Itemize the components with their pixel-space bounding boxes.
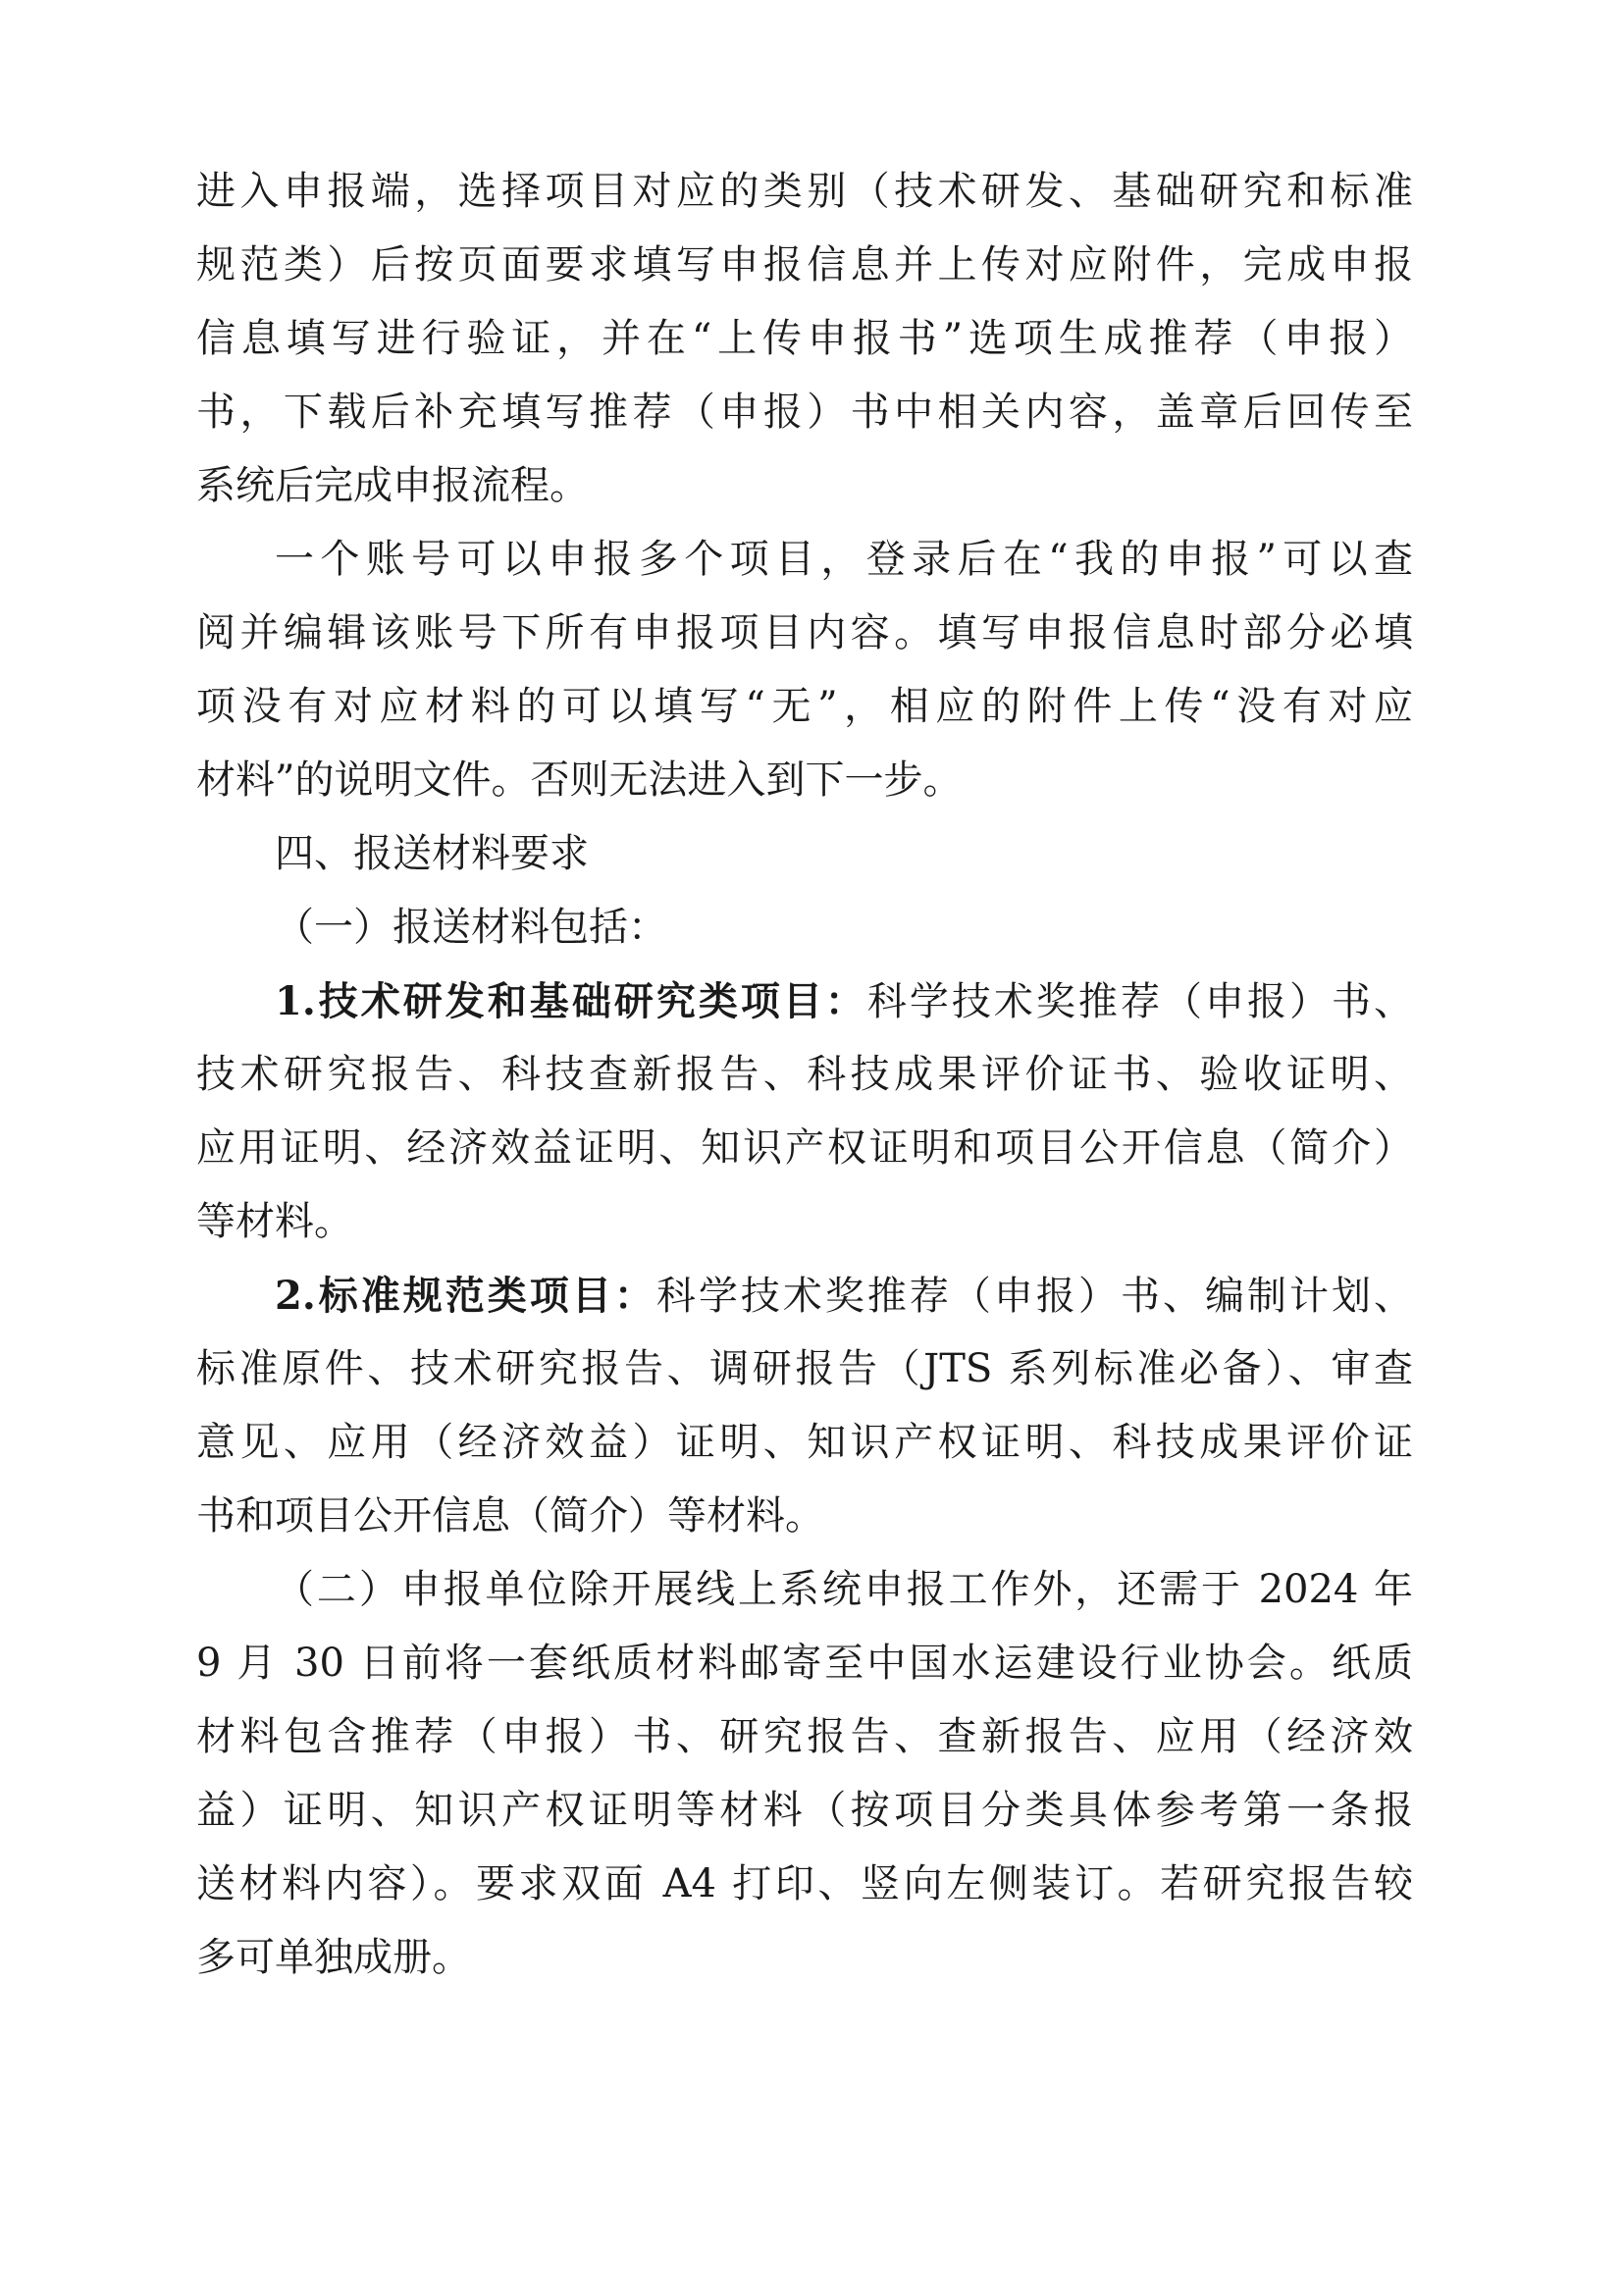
text-line (196, 1332, 1413, 1406)
text-line (196, 449, 1413, 523)
line-text: （一）报送材料包括： (275, 905, 667, 950)
line-text: （二）申报单位除开展线上系统申报工作外，还需于 2024 年 (275, 1567, 1413, 1612)
line-text: 应用证明、经济效益证明、知识产权证明和项目公开信息（简介） (196, 1125, 1413, 1171)
line-text: 一个账号可以申报多个项目，登录后在“我的申报”可以查 (275, 537, 1413, 582)
line-text: 意见、应用（经济效益）证明、知识产权证明、科技成果评价证 (196, 1420, 1413, 1465)
text-line (196, 1921, 1413, 1995)
line-text: 材料”的说明文件。否则无法进入到下一步。 (196, 757, 963, 803)
line-text: 规范类）后按页面要求填写申报信息并上传对应附件，完成申报 (196, 242, 1413, 287)
text-line (196, 1185, 1413, 1259)
text-line (196, 891, 1413, 965)
text-line (196, 1112, 1413, 1185)
line-text: 科学技术奖推荐（申报）书、 (866, 979, 1413, 1024)
line-text: 材料包含推荐（申报）书、研究报告、查新报告、应用（经济效 (196, 1714, 1413, 1759)
text-line (196, 1259, 1413, 1332)
line-text: 等材料。 (196, 1199, 353, 1244)
text-line (196, 376, 1413, 449)
item-heading: 1.技术研发和基础研究类项目： (275, 978, 867, 1024)
line-text: 进入申报端，选择项目对应的类别（技术研发、基础研究和标准 (196, 169, 1413, 214)
text-line (196, 670, 1413, 744)
text-line (196, 1700, 1413, 1774)
line-text: 书和项目公开信息（简介）等材料。 (196, 1493, 824, 1539)
line-text: 标准原件、技术研究报告、调研报告（JTS 系列标准必备）、审查 (196, 1346, 1413, 1391)
document-body (196, 155, 1413, 1995)
text-line (196, 1038, 1413, 1112)
line-text: 项没有对应材料的可以填写“无”，相应的附件上传“没有对应 (196, 684, 1413, 729)
line-text: 9 月 30 日前将一套纸质材料邮寄至中国水运建设行业协会。纸质 (196, 1641, 1413, 1686)
text-line (196, 965, 1413, 1038)
text-line (196, 523, 1413, 597)
text-line (196, 1406, 1413, 1480)
text-line (196, 229, 1413, 302)
text-line (196, 1848, 1413, 1921)
text-line (196, 1480, 1413, 1553)
text-line (196, 817, 1413, 891)
line-text: 系统后完成申报流程。 (196, 463, 589, 508)
line-text: 书，下载后补充填写推荐（申报）书中相关内容，盖章后回传至 (196, 390, 1413, 435)
line-text: 阅并编辑该账号下所有申报项目内容。填写申报信息时部分必填 (196, 610, 1413, 655)
line-text: 科学技术奖推荐（申报）书、编制计划、 (655, 1274, 1413, 1319)
text-line (196, 597, 1413, 670)
text-line (196, 302, 1413, 376)
line-text: 四、报送材料要求 (275, 831, 589, 876)
text-line (196, 744, 1413, 817)
text-line (196, 1627, 1413, 1700)
line-text: 多可单独成册。 (196, 1935, 471, 1980)
line-text: 信息填写进行验证，并在“上传申报书”选项生成推荐（申报） (196, 316, 1413, 361)
line-text: 技术研究报告、科技查新报告、科技成果评价证书、验收证明、 (196, 1052, 1413, 1097)
line-text: 送材料内容）。要求双面 A4 打印、竖向左侧装订。若研究报告较 (196, 1861, 1413, 1906)
text-line (196, 155, 1413, 229)
item-heading: 2.标准规范类项目： (275, 1273, 656, 1319)
text-line (196, 1774, 1413, 1848)
text-line (196, 1553, 1413, 1627)
line-text: 益）证明、知识产权证明等材料（按项目分类具体参考第一条报 (196, 1788, 1413, 1833)
